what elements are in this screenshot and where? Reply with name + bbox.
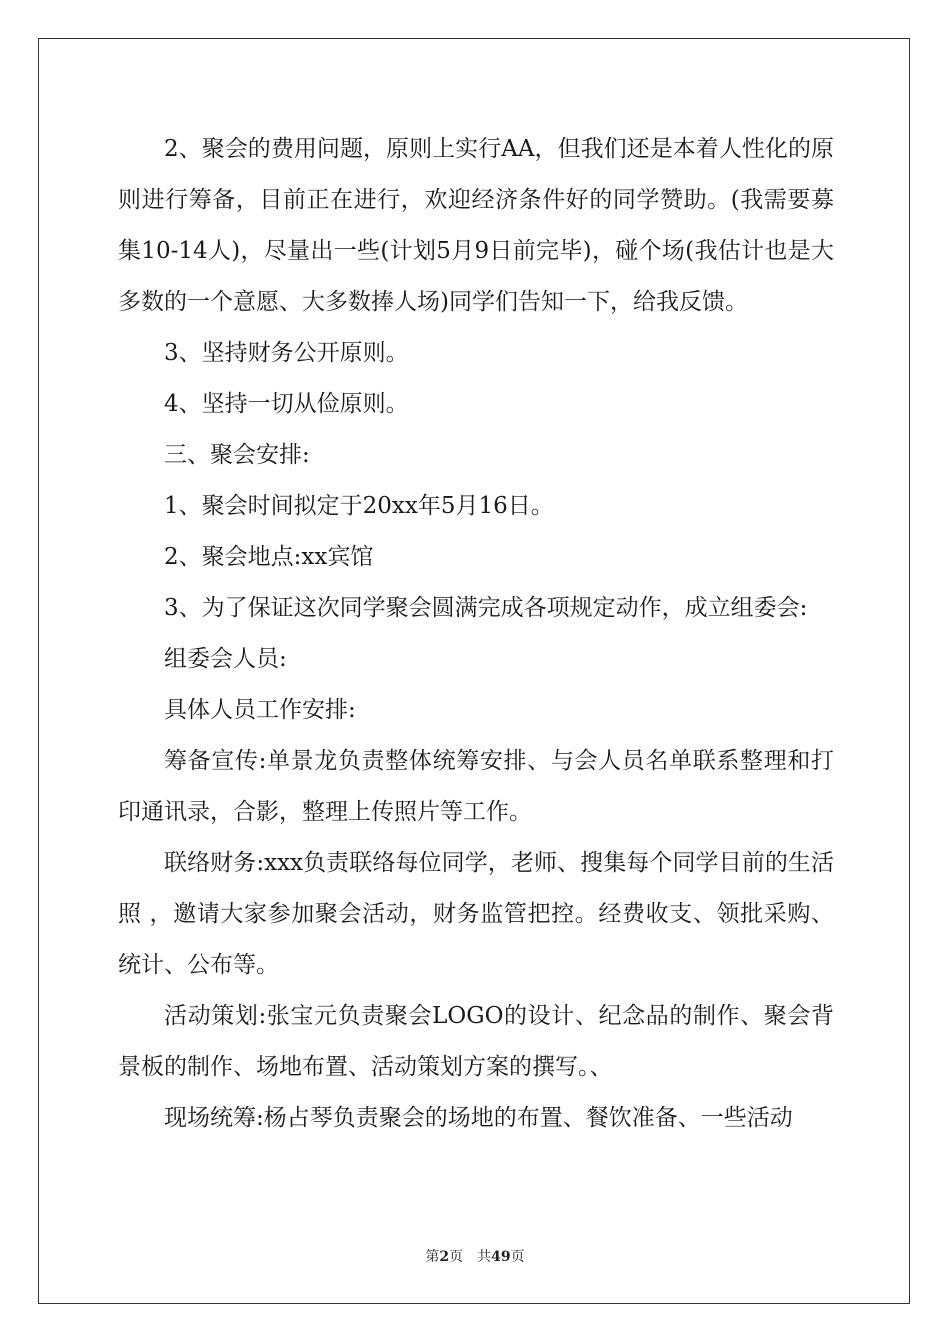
- document-body: [118, 124, 834, 1144]
- paragraph-preparation-publicity: 筹备宣传:单景龙负责整体统筹安排、与会人员名单联系整理和打印通讯录，合影，整理上传照片等工作。: [118, 748, 834, 825]
- paragraph-frugality: 4、坚持一切从俭原则。: [164, 391, 409, 417]
- total-pages: 49: [491, 1249, 511, 1265]
- total-suffix: 页: [510, 1249, 525, 1265]
- paragraph-meeting-location: 2、聚会地点:xx宾馆: [164, 544, 374, 570]
- paragraph-event-planning: 活动策划:张宝元负责聚会LOGO的设计、纪念品的制作、聚会背景板的制作、场地布置、活动策划方案的撰写。、: [118, 1003, 834, 1080]
- paragraph-onsite-coordination: 现场统筹:杨占琴负责聚会的场地的布置、餐饮准备、一些活动: [164, 1105, 793, 1131]
- paragraph-liaison-finance: 联络财务:xxx负责联络每位同学，老师、搜集每个同学目前的生活照 ，邀请大家参加聚会活动，财务监管把控。经费收支、领批采购、统计、公布等。: [118, 850, 834, 978]
- paragraph-expense-policy: 2、聚会的费用问题，原则上实行AA，但我们还是本着人性化的原则进行筹备，目前正在进行，欢迎经济条件好的同学赞助。(我需要募集10-14人)，尽量出一些(计划5月9日前完毕)，碰个场(我估计也是大多数的一个意愿、大多数捧人场)同学们告知一下，给我反馈。: [118, 136, 834, 315]
- page-footer: [0, 1248, 950, 1266]
- page-number: 2: [439, 1249, 450, 1265]
- paragraph-finance-transparency: 3、坚持财务公开原则。: [164, 340, 409, 366]
- paragraph-work-assignment: 具体人员工作安排:: [164, 697, 356, 723]
- paragraph-committee-members: 组委会人员:: [164, 646, 287, 672]
- page-prefix: 第: [425, 1249, 440, 1265]
- total-prefix: 共: [477, 1249, 492, 1265]
- paragraph-meeting-time: 1、聚会时间拟定于20xx年5月16日。: [164, 493, 554, 519]
- paragraph-committee: 3、为了保证这次同学聚会圆满完成各项规定动作，成立组委会:: [164, 595, 808, 621]
- section-heading-arrangement: 三、聚会安排:: [164, 442, 310, 468]
- page-suffix: 页: [449, 1249, 464, 1265]
